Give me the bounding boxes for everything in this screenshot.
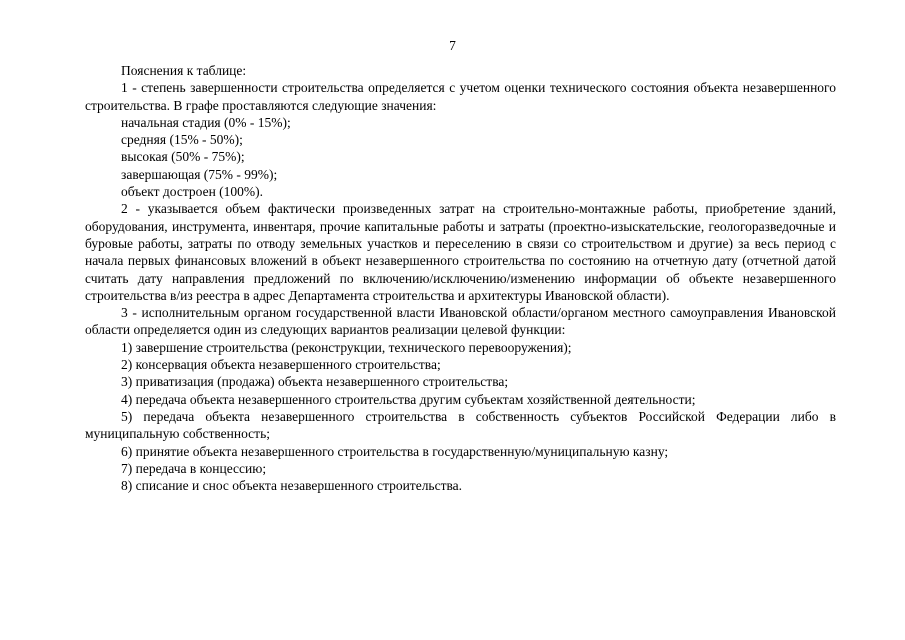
note-1-value: начальная стадия (0% - 15%); <box>121 114 291 130</box>
note-3-option: 4) передача объекта незавершенного строительства другим субъектам хозяйственной деятельности; <box>121 391 696 407</box>
note-3-option: 2) консервация объекта незавершенного строительства; <box>121 357 441 373</box>
note-1-intro: 1 - степень завершенности строительства определяется с учетом оценки технического состояния объекта незавершенного строительства. В графе проставляются следующие значения: <box>85 80 836 113</box>
note-3-option: 5) передача объекта незавершенного строительства в собственность субъектов Российской Федерации либо в муниципальную собственность; <box>85 408 836 442</box>
note-3-option: 1) завершение строительства (реконструкции, технического перевооружения); <box>121 339 572 355</box>
note-1-value: объект достроен (100%). <box>121 184 264 200</box>
note-1-value: средняя (15% - 50%); <box>121 132 243 148</box>
page-number: 7 <box>449 38 456 53</box>
note-1-value: завершающая (75% - 99%); <box>121 166 278 182</box>
note-3-option: 8) списание и снос объекта незавершенного строительства. <box>121 478 463 494</box>
notes-heading: Пояснения к таблице: <box>121 63 247 78</box>
note-2: 2 - указывается объем фактически произведенных затрат на строительно-монтажные работы, приобретение зданий, оборудования, инструмента, инвентаря, прочие капитальные работы и затраты (проектно-изыскательские, геологоразведочные и буровые работы, затраты по отводу земельных участков и переселению в связи со строительством и другие) за весь период с начала первых финансовых вложений в объект незавершенного строительства по состоянию на отчетную дату (отчетной датой считать дату направления предложений по включению/исключению/изменению информации об объекте незавершенного строительства в/из реестра в адрес Департамента строительства и архитектуры Ивановской области). <box>85 201 836 303</box>
note-3-option: 7) передача в концессию; <box>121 460 267 476</box>
note-3-option: 6) принятие объекта незавершенного строительства в государственную/муниципальную казну; <box>121 443 669 459</box>
note-3-intro: 3 - исполнительным органом государственной власти Ивановской области/органом местного самоуправления Ивановской области определяется один из следующих вариантов реализации целевой функции: <box>85 305 836 338</box>
document-body <box>85 62 836 494</box>
note-1-value: высокая (50% - 75%); <box>121 149 245 165</box>
note-3-option: 3) приватизация (продажа) объекта незавершенного строительства; <box>121 374 509 390</box>
